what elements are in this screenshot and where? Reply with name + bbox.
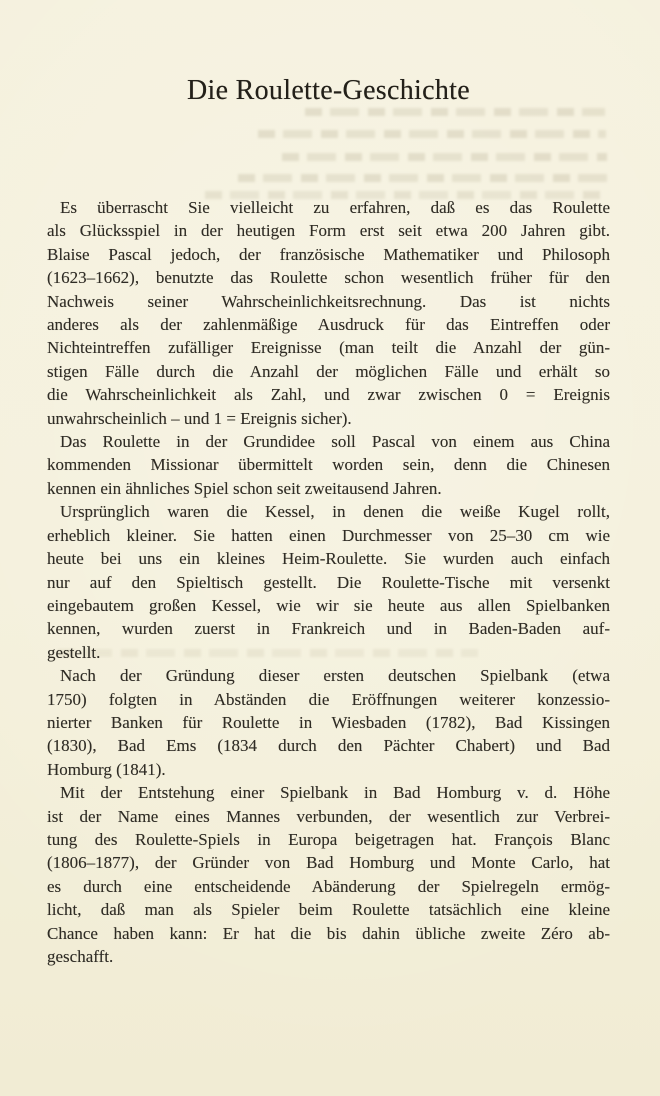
text-line: tung des Roulette-Spiels in Europa beigetragen hat. François Blanc	[47, 829, 610, 849]
text-line: als Glücksspiel in der heutigen Form erst seit etwa 200 Jahren gibt.	[47, 221, 610, 241]
text-line: unwahrscheinlich – und 1 = Ereignis sicher).	[47, 408, 352, 428]
page-title: Die Roulette-Geschichte	[187, 75, 470, 106]
text-line: Chance haben kann: Er hat die bis dahin übliche zweite Zéro ab-	[47, 923, 610, 943]
text-line: Blaise Pascal jedoch, der französische Mathematiker und Philosoph	[47, 244, 610, 264]
text-line: es durch eine entscheidende Abänderung der Spielregeln ermög-	[47, 876, 610, 896]
text-line: gestellt.	[47, 642, 101, 662]
text-line: stigen Fälle durch die Anzahl der möglichen Fälle und erhält so	[47, 361, 610, 381]
text-line: eingebautem großen Kessel, wie wir sie heute aus allen Spielbanken	[47, 595, 610, 615]
text-line: Es überrascht Sie vielleicht zu erfahren, daß es das Roulette	[60, 198, 610, 217]
text-line: ist der Name eines Mannes verbunden, der wesentlich zur Verbrei-	[47, 806, 610, 826]
text-line: 1750) folgten in Abständen die Eröffnungen weiterer konzessio-	[47, 689, 610, 709]
text-line: Das Roulette in der Grundidee soll Pascal von einem aus China	[60, 432, 610, 452]
text-line: geschafft.	[47, 947, 114, 966]
text-line: licht, daß man als Spieler beim Roulette tatsächlich eine kleine	[47, 900, 610, 920]
text-line: Nichteintreffen zufälliger Ereignisse (man teilt die Anzahl der gün-	[47, 338, 610, 358]
text-line: (1623–1662), benutzte das Roulette schon wesentlich früher für den	[47, 268, 610, 288]
paragraph	[47, 430, 610, 500]
text-line: Homburg (1841).	[47, 759, 166, 779]
text-line: Nach der Gründung dieser ersten deutschen Spielbank (etwa	[60, 666, 610, 686]
text-line: Nachweis seiner Wahrscheinlichkeitsrechnung. Das ist nichts	[47, 291, 610, 311]
ghost-line	[258, 130, 606, 138]
text-line: heute bei uns ein kleines Heim-Roulette. Sie wurden auch einfach	[47, 549, 610, 569]
text-line: Ursprünglich waren die Kessel, in denen die weiße Kugel rollt,	[60, 502, 610, 522]
paragraph	[47, 196, 610, 430]
paragraph	[47, 664, 610, 781]
text-line: Mit der Entstehung einer Spielbank in Bad Homburg v. d. Höhe	[60, 783, 610, 803]
paragraph	[47, 500, 610, 664]
text-line: erheblich kleiner. Sie hatten einen Durchmesser von 25–30 cm wie	[47, 525, 610, 545]
text-line: anderes als der zahlenmäßige Ausdruck für das Eintreffen oder	[47, 315, 610, 335]
text-line: kennen ein ähnliches Spiel schon seit zweitausend Jahren.	[47, 478, 442, 498]
ghost-line	[282, 153, 607, 161]
ghost-line	[238, 174, 608, 182]
body-text	[47, 196, 610, 968]
text-line: kennen, wurden zuerst in Frankreich und in Baden-Baden auf-	[47, 619, 610, 639]
text-line: (1830), Bad Ems (1834 durch den Pächter Chabert) und Bad	[47, 736, 610, 756]
text-line: nierter Banken für Roulette in Wiesbaden (1782), Bad Kissingen	[47, 712, 610, 732]
ghost-line	[305, 108, 605, 116]
text-line: (1806–1877), der Gründer von Bad Homburg und Monte Carlo, hat	[47, 853, 610, 873]
paragraph	[47, 781, 610, 968]
text-line: kommenden Missionar übermittelt worden sein, denn die Chinesen	[47, 455, 610, 475]
text-line: die Wahrscheinlichkeit als Zahl, und zwar zwischen 0 = Ereignis	[47, 385, 610, 405]
text-line: nur auf den Spieltisch gestellt. Die Roulette-Tische mit versenkt	[47, 572, 610, 592]
